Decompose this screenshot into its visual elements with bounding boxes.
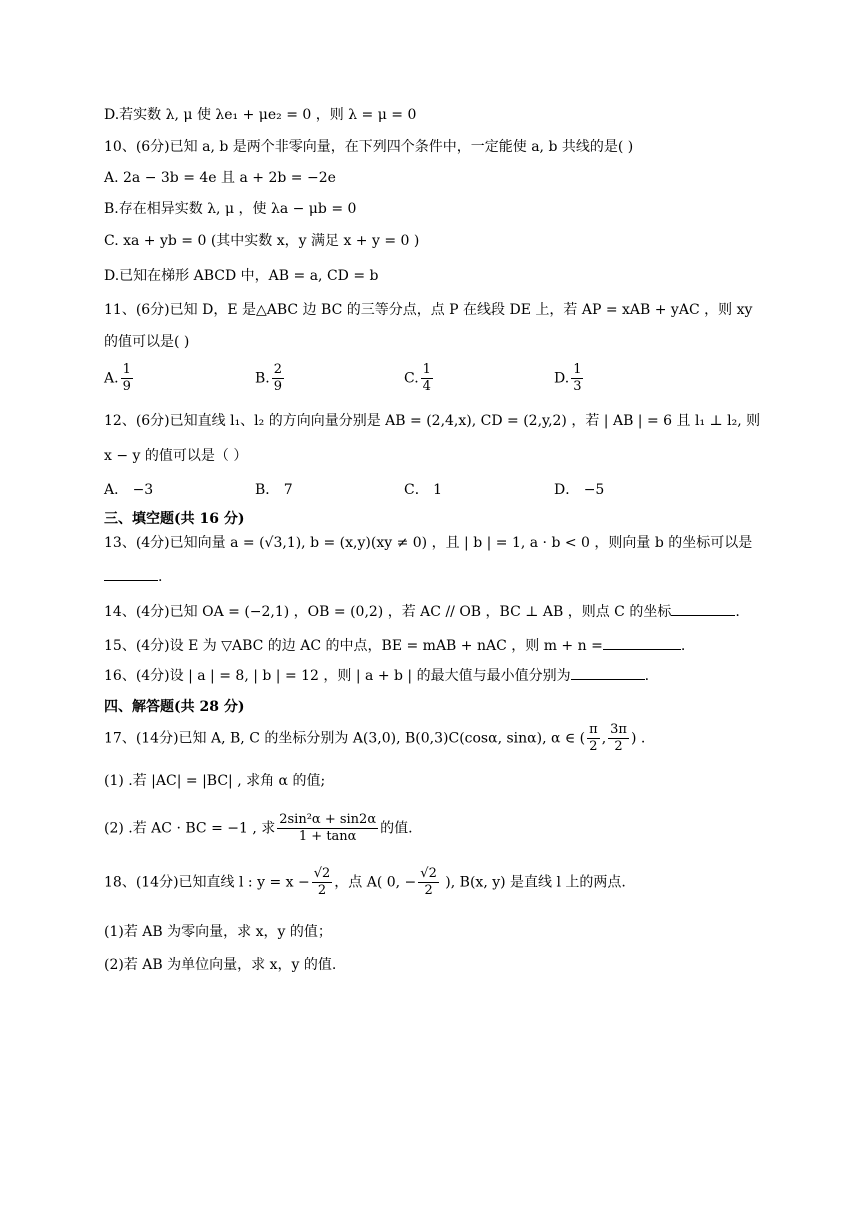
numerator: π: [589, 722, 598, 737]
fraction: [421, 362, 433, 395]
section-3-heading: 三、填空题(共 16 分): [104, 511, 245, 527]
question-12-option-a: [104, 480, 153, 500]
option-value: −5: [583, 482, 605, 498]
question-18-mid: ，点 A( 0, −: [334, 874, 417, 891]
answer-blank: [671, 601, 735, 616]
question-9-option-d: D.若实数 λ, μ 使 λe₁ + μe₂ = 0 ，则 λ = μ = 0: [104, 107, 417, 123]
numerator: 3π: [610, 722, 627, 737]
question-11-option-a: [104, 362, 135, 395]
option-label: D．: [554, 482, 580, 498]
question-11-option-d: [554, 362, 585, 395]
answer-blank: [104, 566, 158, 581]
numerator: 1: [122, 362, 131, 377]
numerator: 2: [273, 362, 283, 377]
question-14-text: 14、(4分)已知 OA = (−2,1) ，OB = (0,2) ，若 AC // OB ，BC ⊥ AB ，则点 C 的坐标: [104, 604, 672, 620]
question-13-stem: 13、(4分)已知向量 a = (√3,1), b = (x,y)(xy ≠ 0) ，且 | b | = 1, a · b < 0 ，则向量 b 的坐标可以是: [104, 535, 753, 551]
period: .: [735, 604, 740, 620]
question-17-part-2: [104, 812, 413, 845]
option-label: B．: [255, 482, 280, 498]
part-2-text: (2) .若 AC · BC = −1 , 求: [104, 820, 276, 837]
fraction: [571, 362, 583, 395]
denominator: 2: [317, 883, 327, 898]
question-17-part-1: (1) .若 |AC| = |BC| , 求角 α 的值;: [104, 773, 326, 789]
question-12-option-b: [255, 480, 293, 500]
period: .: [644, 668, 650, 684]
question-16-text: 16、(4分)设 | a | = 8, | b | = 12 ，则 | a + b | 的最大值与最小值分别为: [104, 668, 571, 684]
fraction: [587, 722, 600, 755]
question-18-tail: ), B(x, y) 是直线 l 上的两点.: [440, 874, 626, 891]
question-18-text: 18、(14分)已知直线 l : y = x −: [104, 874, 310, 891]
question-10-option-d: D.已知在梯形 ABCD 中，AB = a, CD = b: [104, 268, 379, 284]
fraction: [272, 362, 284, 395]
question-11-stem: 11、(6分)已知 D，E 是△ABC 边 BC 的三等分点，点 P 在线段 DE 上，若 AP = xAB + yAC ，则 xy: [104, 302, 753, 318]
option-value: 7: [283, 482, 293, 498]
fraction: [277, 812, 378, 845]
question-18-part-1: (1)若 AB 为零向量，求 x，y 的值；: [104, 924, 332, 940]
option-value: −3: [132, 482, 154, 498]
answer-blank: [603, 635, 681, 650]
numerator: √2: [313, 866, 331, 881]
fraction: [121, 362, 133, 395]
fraction: [312, 866, 333, 899]
option-label: C．: [404, 482, 429, 498]
question-18-part-2: (2)若 AB 为单位向量，求 x，y 的值.: [104, 957, 337, 973]
question-14: [104, 601, 740, 622]
question-13-answer-line: [104, 566, 162, 587]
option-label: A．: [104, 482, 129, 498]
question-11-option-c: [404, 362, 435, 395]
question-15-text: 15、(4分)设 E 为 ▽ABC 的边 AC 的中点，BE = mAB + nAC ，则 m + n =: [104, 638, 603, 654]
option-label: D.: [554, 370, 570, 387]
denominator: 4: [422, 379, 431, 394]
question-10-stem: 10、(6分)已知 a, b 是两个非零向量，在下列四个条件中，一定能使 a, b 共线的是( ): [104, 139, 634, 155]
closing: ) .: [630, 730, 646, 747]
fraction: [418, 866, 439, 899]
question-17-stem: 17、(14分)已知 A, B, C 的坐标分别为 A(3,0), B(0,3)C(cosα, sinα), α ∈ ( $\frac{\pi}{2}$ , $\frac{3\pi}{2}$ ) .: [104, 722, 646, 754]
question-15: [104, 635, 685, 656]
question-18-stem: [104, 866, 626, 899]
denominator: 2: [589, 739, 598, 754]
option-label: B.: [255, 370, 270, 387]
fraction: [608, 722, 629, 755]
question-10-option-b: B.存在相异实数 λ, μ ，使 λa − μb = 0: [104, 201, 357, 217]
denominator: 1 + tanα: [298, 829, 357, 844]
question-10-option-c: C. xa + yb = 0 (其中实数 x，y 满足 x + y = 0 ): [104, 233, 420, 249]
period: .: [158, 569, 163, 585]
numerator: 2sin²α + sin2α: [279, 812, 377, 827]
question-12-option-d: [554, 480, 604, 500]
denominator: 2: [614, 739, 623, 754]
part-2-tail: 的值.: [380, 820, 413, 837]
numerator: √2: [420, 866, 437, 881]
question-11-option-b: [255, 362, 286, 395]
denominator: 2: [424, 883, 433, 898]
question-17-text: 17、(14分)已知 A, B, C 的坐标分别为 A(3,0), B(0,3)C(cosα, sinα), α ∈ (: [104, 730, 586, 747]
denominator: 3: [573, 379, 582, 394]
option-label: C.: [404, 370, 419, 387]
question-12-stem: 12、(6分)已知直线 l₁、l₂ 的方向向量分别是 AB = (2,4,x), CD = (2,y,2) ，若 | AB | = 6 且 l₁ ⊥ l₂, 则: [104, 413, 761, 429]
numerator: 1: [422, 362, 431, 377]
denominator: 9: [273, 379, 283, 394]
numerator: 1: [573, 362, 582, 377]
question-10-option-a: A. 2a − 3b = 4e 且 a + 2b = −2e: [104, 170, 336, 186]
section-4-heading: 四、解答题(共 28 分): [104, 699, 245, 715]
question-16: [104, 665, 649, 686]
question-12-stem-cont: x − y 的值可以是（ ）: [104, 448, 248, 464]
answer-blank: [571, 665, 645, 680]
period: .: [680, 638, 686, 654]
question-12-option-c: [404, 480, 442, 500]
option-value: 1: [433, 482, 443, 498]
denominator: 9: [122, 379, 131, 394]
question-11-stem-cont: 的值可以是( ): [104, 334, 190, 350]
option-label: A.: [104, 370, 119, 387]
